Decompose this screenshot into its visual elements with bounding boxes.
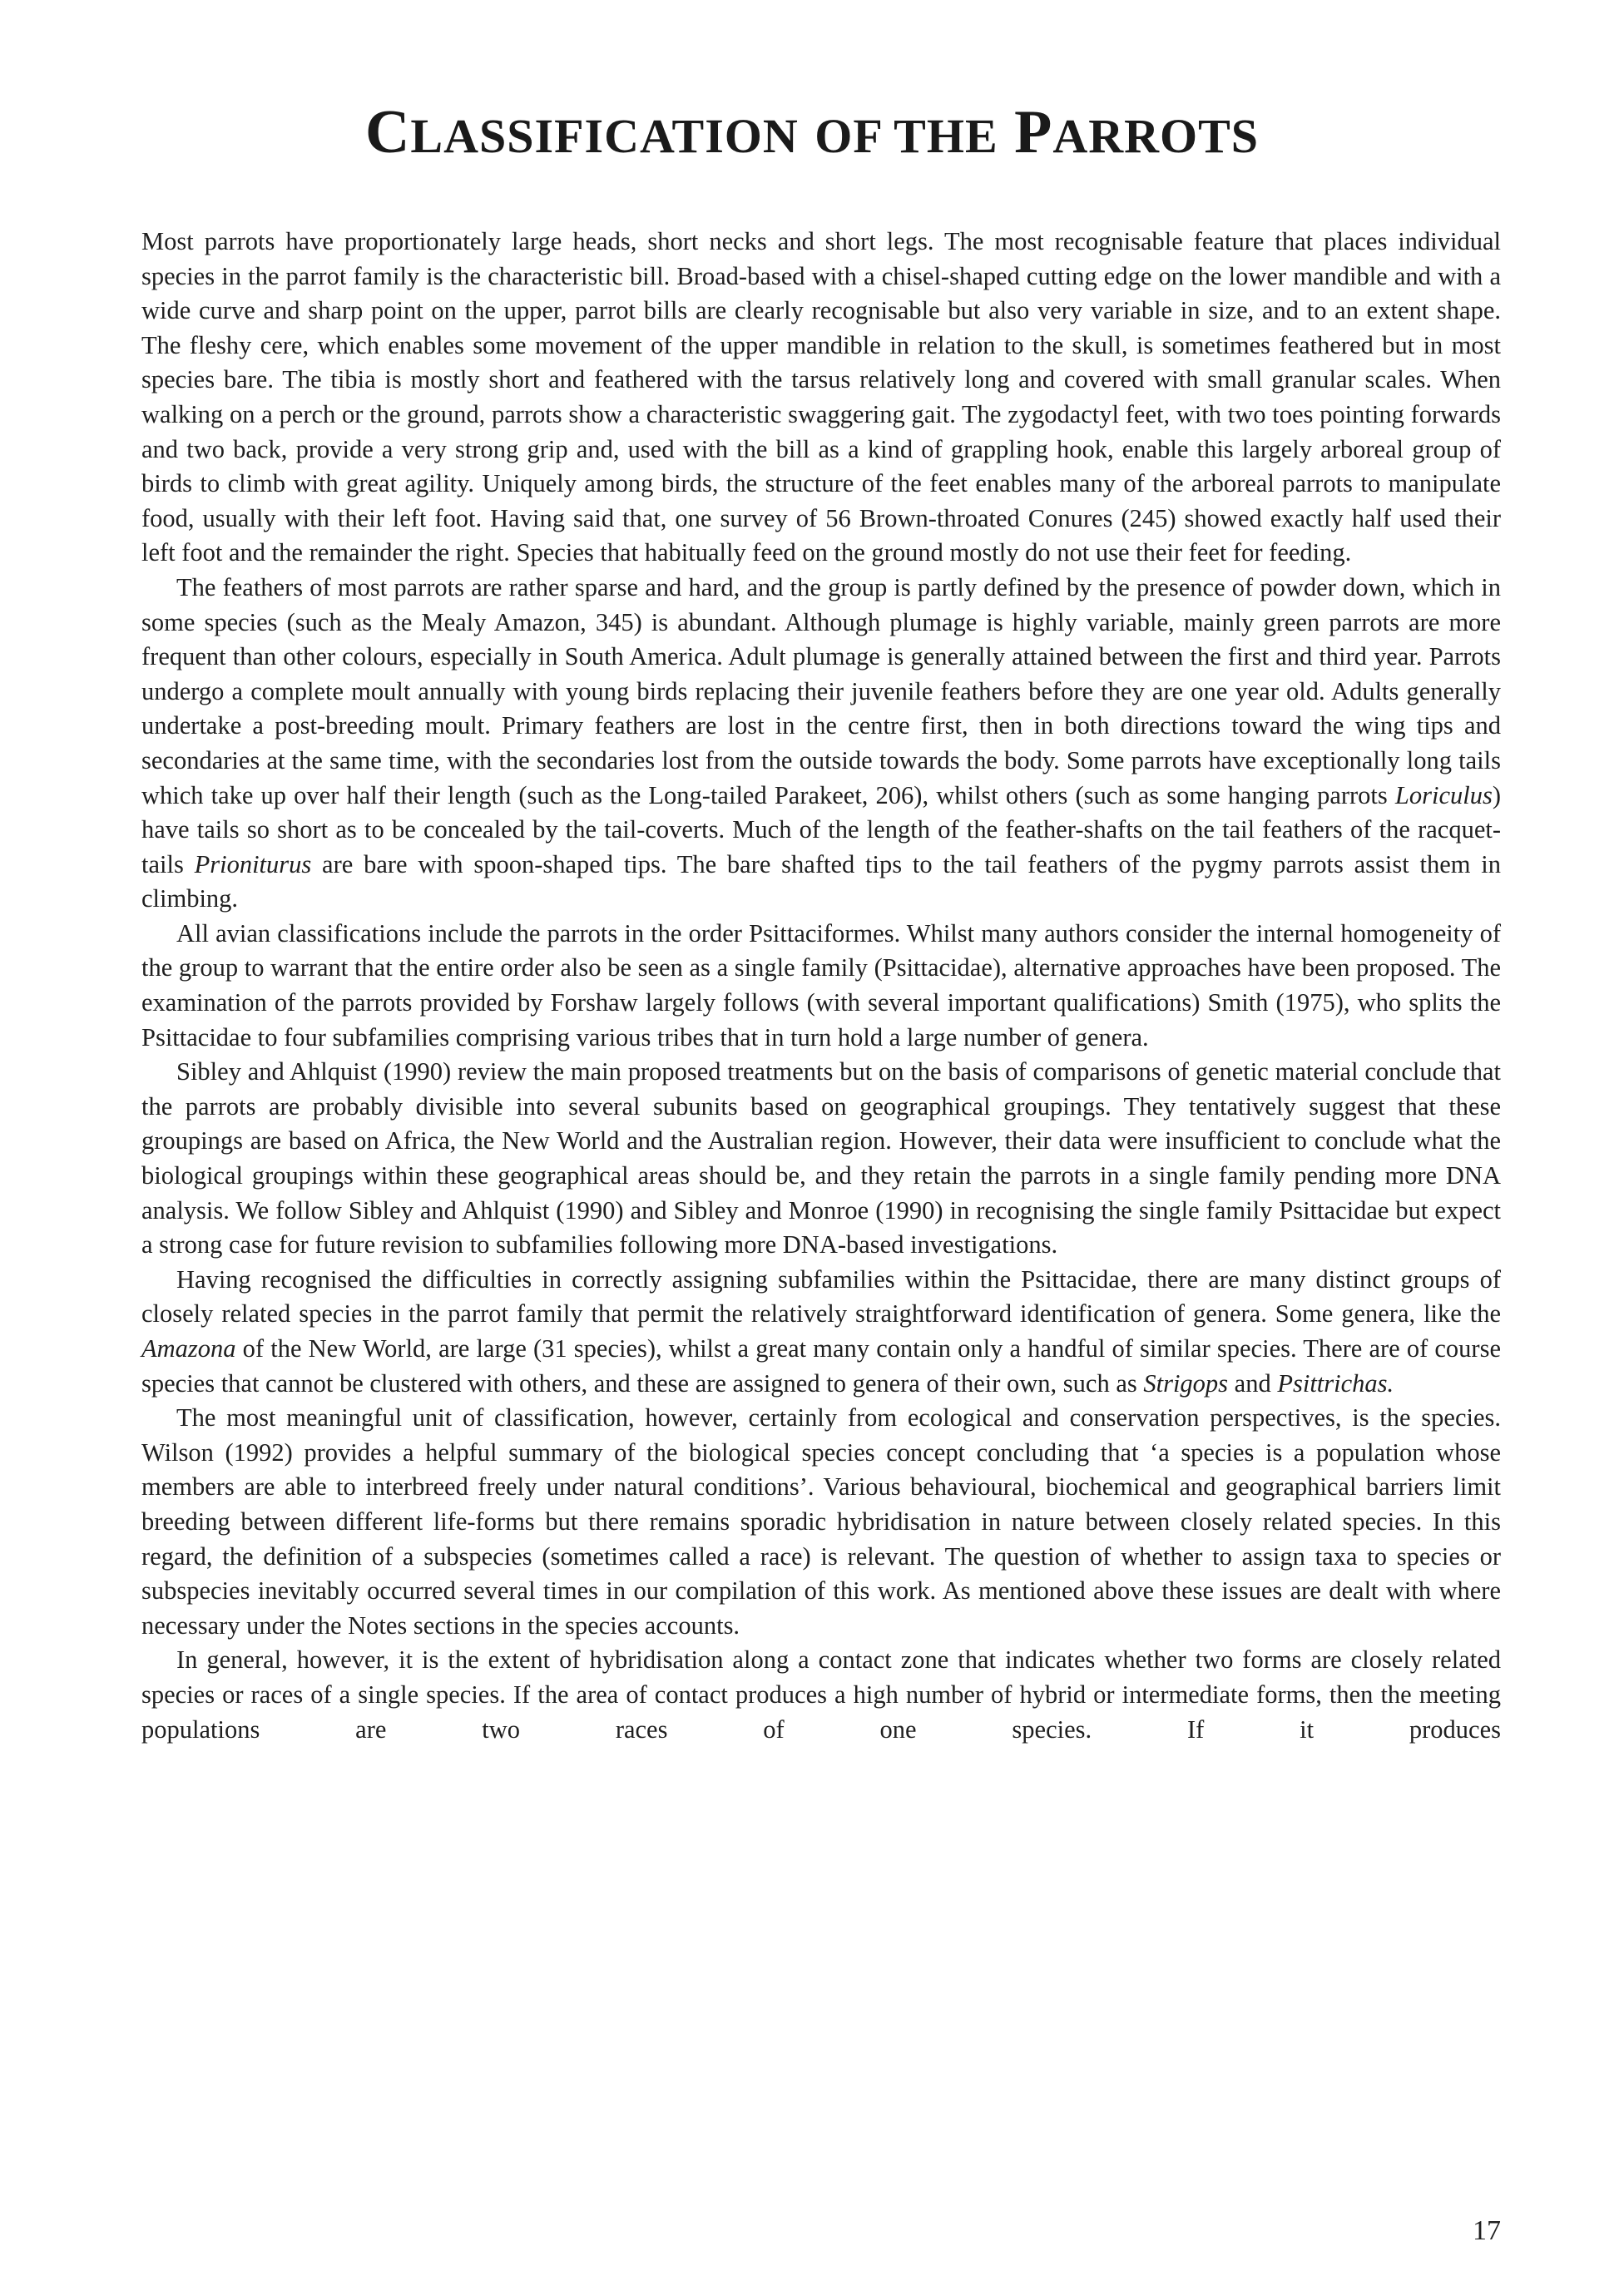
paragraph-5: [141, 1263, 1501, 1401]
genus-loriculus: Loriculus: [1394, 780, 1493, 809]
paragraph-5-part-c: and: [1228, 1368, 1278, 1398]
paragraph-5-part-a: Having recognised the difficulties in correctly assigning subfamilies within the Psittacidae, there are many distinct groups of closely related species in the parrot family that permit the relatively straightforward identification of genera. Some genera, like the: [141, 1264, 1501, 1329]
title-word-parrots: ARROTS: [1052, 109, 1260, 163]
paragraph-4: Sibley and Ahlquist (1990) review the main proposed treatments but on the basis of comparisons of genetic material conclude that the parrots are probably divisible into several subunits based on geographical groupings. They tentatively suggest that these groupings are based on Africa, the New World and the Australian region. However, their data were insufficient to conclude what the biological groupings within these geographical areas should be, and they retain the parrots in a single family pending more DNA analysis. We follow Sibley and Ahlquist (1990) and Sibley and Monroe (1990) in recognising the single family Psittacidae but expect a strong case for future revision to subfamilies following more DNA-based investigations.: [141, 1057, 1501, 1259]
paragraph-7: In general, however, it is the extent of hybridisation along a contact zone that indicates whether two forms are closely related species or races of a single species. If the area of contact produces a high number of hybrid or intermediate forms, then the meeting populations are two races of one species. If it produces: [141, 1645, 1501, 1744]
paragraph-2-part-b: ) have tails so short as to be concealed by the tail-coverts. Much of the length of the feather-shafts on the tail feathers of the racquet-tails: [141, 780, 1501, 878]
paragraph-6: The most meaningful unit of classification, however, certainly from ecological and conservation perspectives, is the species. Wilson (1992) provides a helpful summary of the biological species concept concluding that ‘a species is a population whose members are able to interbreed freely under natural conditions’. Various behavioural, biochemical and geographical barriers limit breeding between different life-forms but there remains sporadic hybridisation in nature between closely related species. In this regard, the definition of a subspecies (sometimes called a race) is relevant. The question of whether to assign taxa to species or subspecies inevitably occurred several times in our compilation of this work. As mentioned above these issues are dealt with where necessary under the Notes sections in the species accounts.: [141, 1403, 1501, 1640]
title-words-of-the: OF THE: [814, 109, 998, 163]
genus-strigops: Strigops: [1143, 1368, 1229, 1398]
paragraph-2: [141, 571, 1501, 917]
title-initial-p: P: [1014, 98, 1053, 166]
paragraph-3: All avian classifications include the parrots in the order Psittaciformes. Whilst many authors consider the internal homogeneity of the group to warrant that the entire order also be seen as a single family (Psittacidae), alternative approaches have been proposed. The examination of the parrots provided by Forshaw largely follows (with several important qualifications) Smith (1975), who splits the Psittacidae to four subfamilies comprising various tribes that in turn hold a large number of genera.: [141, 918, 1501, 1051]
title-word-classification: LASSIFICATION: [410, 109, 799, 163]
page-title: [0, 98, 1624, 166]
genus-psittrichas: Psittrichas.: [1277, 1368, 1394, 1398]
genus-prioniturus: Prioniturus: [194, 849, 312, 878]
paragraph-5-part-b: of the New World, are large (31 species), whilst a great many contain only a handful of similar species. There are of course species that cannot be clustered with others, and these are assigned to genera of their own, such as: [141, 1334, 1501, 1398]
paragraph-2-part-a: The feathers of most parrots are rather sparse and hard, and the group is partly defined by the presence of powder down, which in some species (such as the Mealy Amazon, 345) is abundant. Although plumage is highly variable, mainly green parrots are more frequent than other colours, especially in South America. Adult plumage is generally attained between the first and third year. Parrots undergo a complete moult annually with young birds replacing their juvenile feathers before they are one year old. Adults generally undertake a post-breeding moult. Primary feathers are lost in the centre first, then in both directions toward the wing tips and secondaries at the same time, with the secondaries lost from the outside towards the body. Some parrots have exceptionally long tails which take up over half their length (such as the Long-tailed Parakeet, 206), whilst others (such as some hanging parrots: [141, 572, 1501, 809]
page-number: 17: [1473, 2215, 1501, 2246]
paragraph-2-part-c: are bare with spoon-shaped tips. The bare shafted tips to the tail feathers of the pygmy parrots assist them in climbing.: [141, 849, 1501, 913]
title-initial-c: C: [364, 98, 411, 166]
paragraph-1: Most parrots have proportionately large heads, short necks and short legs. The most recognisable feature that places individual species in the parrot family is the characteristic bill. Broad-based with a chisel-shaped cutting edge on the lower mandible and with a wide curve and sharp point on the upper, parrot bills are clearly recognisable but also very variable in size, and to an extent shape. The fleshy cere, which enables some movement of the upper mandible in relation to the skull, is sometimes feathered but in most species bare. The tibia is mostly short and feathered with the tarsus relatively long and covered with small granular scales. When walking on a perch or the ground, parrots show a characteristic swaggering gait. The zygodactyl feet, with two toes pointing forwards and two back, provide a very strong grip and, used with the bill as a kind of grappling hook, enable this largely arboreal group of birds to climb with great agility. Uniquely among birds, the structure of the feet enables many of the arboreal parrots to manipulate food, usually with their left foot. Having said that, one survey of 56 Brown-throated Conures (245) showed exactly half used their left foot and the remainder the right. Species that habitually feed on the ground mostly do not use their feet for feeding.: [141, 227, 1501, 567]
body-text: [141, 225, 1501, 1747]
genus-amazona: Amazona: [141, 1334, 236, 1363]
